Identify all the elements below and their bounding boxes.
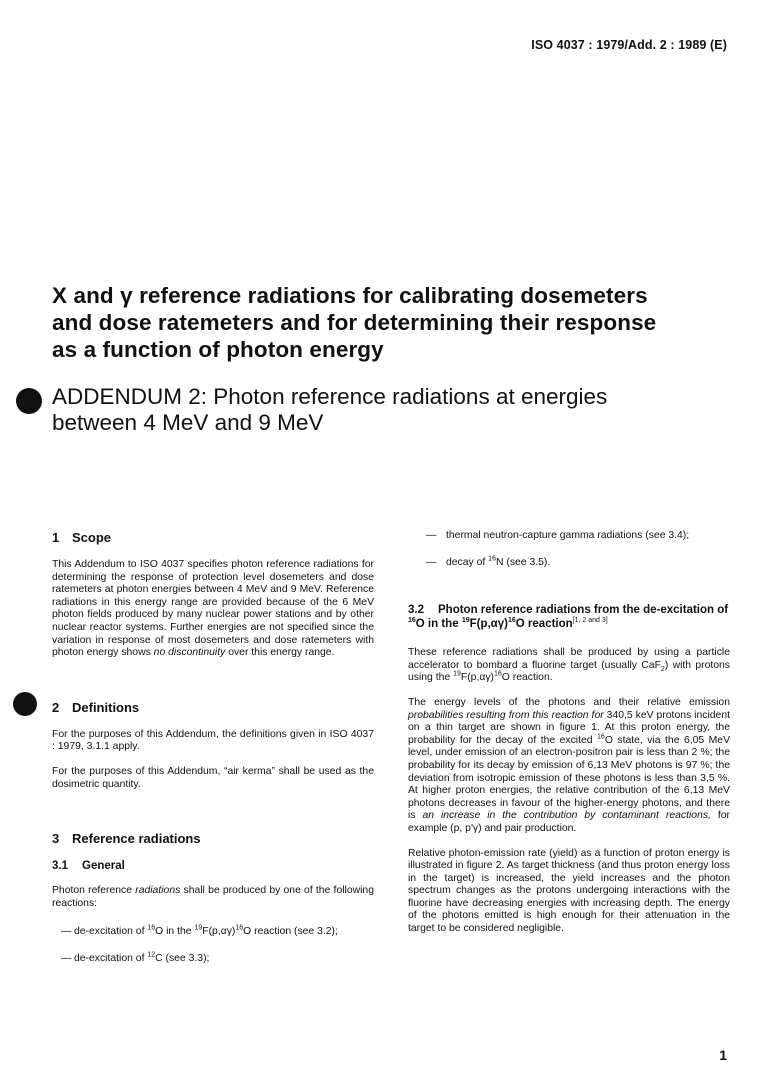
- item1-text-b: O in the: [155, 926, 192, 938]
- item1-sup-3: 16: [235, 924, 244, 932]
- section-2-number: 2: [52, 699, 60, 715]
- general-intro-a: Photon reference: [52, 885, 133, 897]
- right-column: [408, 530, 730, 948]
- list-dash: —: [426, 556, 437, 568]
- main-title-line-1: X and γ reference radiations for calibrating dosemeters: [52, 283, 648, 308]
- left-column: [52, 530, 374, 980]
- s32-p1-sub: 2: [660, 665, 665, 673]
- definitions-paragraph-2: For the purposes of this Addendum, “air kerma” shall be used as the dosimetric quantity.: [52, 765, 374, 790]
- list-item-thermal-neutron-capture: [408, 530, 730, 543]
- list-item-decay-16n: [408, 557, 730, 570]
- list-dash: —: [61, 926, 72, 938]
- s32-heading-sup-2: 19: [461, 617, 470, 625]
- s32-p1-d: O reaction.: [501, 672, 553, 684]
- s32-p2-b: 340,5 keV protons incident on a thin target are shown in figure 1. At this proton energy, the probability for the decay of the excited: [408, 709, 730, 746]
- section-3-1-heading: [52, 860, 374, 873]
- item1-text-d: O reaction (see 3.2);: [243, 926, 338, 938]
- s32-p2-c: O state, via the 6,05 MeV level, under emission of an electron-positron pair is less than 2 %; the probability for its decay by emission of 6,13 MeV photons is 97 %; the deviation from isotropic emission of these photons is less than 3,5 %. At higher proton energies, the relative contribution of the 6,13 MeV photons decreases in favour of the higher-energy photons, and there is: [408, 734, 731, 822]
- item4-text-b: N (see 3.5).: [495, 556, 551, 568]
- item1-sup-1: 16: [147, 924, 156, 932]
- section-3-1-title: General: [82, 860, 125, 873]
- section-3-2-heading: [408, 603, 730, 631]
- addendum-title-line-1: ADDENDUM 2: Photon reference radiations at energies: [52, 384, 608, 409]
- list-item-de-excitation-12c: [52, 953, 374, 966]
- s32-p2-italic: probabilities resulting from this reaction for: [408, 709, 604, 721]
- section-3-2-paragraph-1: [408, 647, 730, 685]
- s32-p1-c: F(p,αγ): [460, 672, 494, 684]
- s32-heading-sup-3: 16: [507, 617, 516, 625]
- addendum-title-line-2: between 4 MeV and 9 MeV: [52, 410, 324, 435]
- section-3-title: Reference radiations: [72, 831, 201, 847]
- item1-sup-2: 19: [194, 924, 203, 932]
- s32-heading-sup-1: 16: [408, 617, 416, 625]
- general-intro-paragraph: [52, 885, 374, 910]
- s32-heading-a: Photon reference radiations from the de-excitation of: [438, 604, 729, 617]
- section-1-heading: [52, 530, 374, 545]
- item3-text: thermal neutron-capture gamma radiations (see 3.4);: [446, 530, 690, 541]
- page-number: 1: [719, 1047, 727, 1063]
- section-1-title: Scope: [72, 530, 112, 545]
- document-reference: ISO 4037 : 1979/Add. 2 : 1989 (E): [531, 38, 727, 52]
- s32-p2-d: for example (p, p'γ) and pair production.: [408, 810, 731, 834]
- s32-p1-sup-2: 16: [494, 670, 502, 678]
- item2-sup: 12: [147, 951, 156, 959]
- item2-text-b: C (see 3.3);: [155, 952, 210, 964]
- s32-p1-a: These reference radiations shall be produced by using a particle accelerator to bombard a fluorine target (usually CaF: [408, 647, 730, 671]
- item1-text-c: F(p,αγ): [202, 926, 236, 938]
- s32-heading-b: O in the: [415, 618, 459, 631]
- general-intro-italic: radiations: [135, 885, 181, 897]
- section-3-1-number: 3.1: [52, 860, 68, 873]
- item4-sup: 16: [488, 555, 496, 563]
- section-2-heading: [52, 700, 374, 715]
- s32-p2-a: The energy levels of the photons and their relative emission: [408, 696, 730, 708]
- margin-binding-mark: [13, 692, 37, 716]
- s32-heading-reference: [1, 2 and 3]: [572, 617, 608, 625]
- section-3-number: 3: [52, 831, 60, 847]
- margin-bullet-mark: [16, 388, 42, 414]
- scope-text: This Addendum to ISO 4037 specifies photon reference radiations for determining the response of protection level dosemeters and dose ratemeters at photon energies between 4 MeV and 9 MeV. Reference radiations in this energy range are provided because of the 6 MeV photon fields produced by many nuclear power stations and by other nuclear reactor systems. Further energies are not specified since the variation in response of most dosemeters and dose ratemeters with photon energy shows: [52, 559, 374, 659]
- list-dash: —: [426, 530, 437, 541]
- section-2-title: Definitions: [72, 699, 140, 715]
- item1-text-a: de-excitation of: [74, 926, 145, 938]
- s32-heading-c: F(p,αγ): [469, 618, 508, 631]
- scope-text-italic: no discontinuity: [153, 647, 226, 659]
- s32-p1-b: ) with protons using the: [408, 659, 730, 684]
- general-intro-b: shall be produced by one of the following reactions:: [52, 885, 374, 909]
- addendum-title: [52, 384, 732, 436]
- main-title-line-3: as a function of photon energy: [52, 337, 384, 362]
- section-3-2-paragraph-3: Relative photon-emission rate (yield) as a function of proton energy is illustrated in figure 2. As target thickness (and thus proton energy loss in the target) is increased, the yield increases and the photon spectrum changes as the protons undergoing interactions with the fluorine have decreasing energies with increasing depth. The energy of the photons emitted is high enough for their attenuation in the target to be considered negligible.: [408, 847, 730, 935]
- s32-p2-sup: 16: [597, 733, 605, 741]
- list-dash: —: [61, 952, 72, 964]
- scope-text-end: over this energy range.: [228, 647, 335, 659]
- main-title: [52, 282, 732, 363]
- section-3-2-number: 3.2: [408, 604, 424, 617]
- scope-paragraph: [52, 559, 374, 660]
- section-3-2-paragraph-2: [408, 697, 730, 836]
- main-title-line-2: and dose ratemeters and for determining their response: [52, 310, 657, 335]
- list-item-de-excitation-16o: [52, 926, 374, 939]
- item4-text-a: decay of: [446, 556, 486, 568]
- section-1-number: 1: [52, 530, 60, 545]
- definitions-paragraph-1: For the purposes of this Addendum, the definitions given in ISO 4037 : 1979, 3.1.1 apply.: [52, 728, 374, 753]
- s32-p2-italic-2: an increase in the contribution by contaminant reactions,: [422, 810, 711, 822]
- section-3-heading: [52, 831, 374, 846]
- s32-heading-d: O reaction: [515, 618, 573, 631]
- s32-p1-sup-1: 19: [453, 670, 461, 678]
- item2-text-a: de-excitation of: [74, 952, 145, 964]
